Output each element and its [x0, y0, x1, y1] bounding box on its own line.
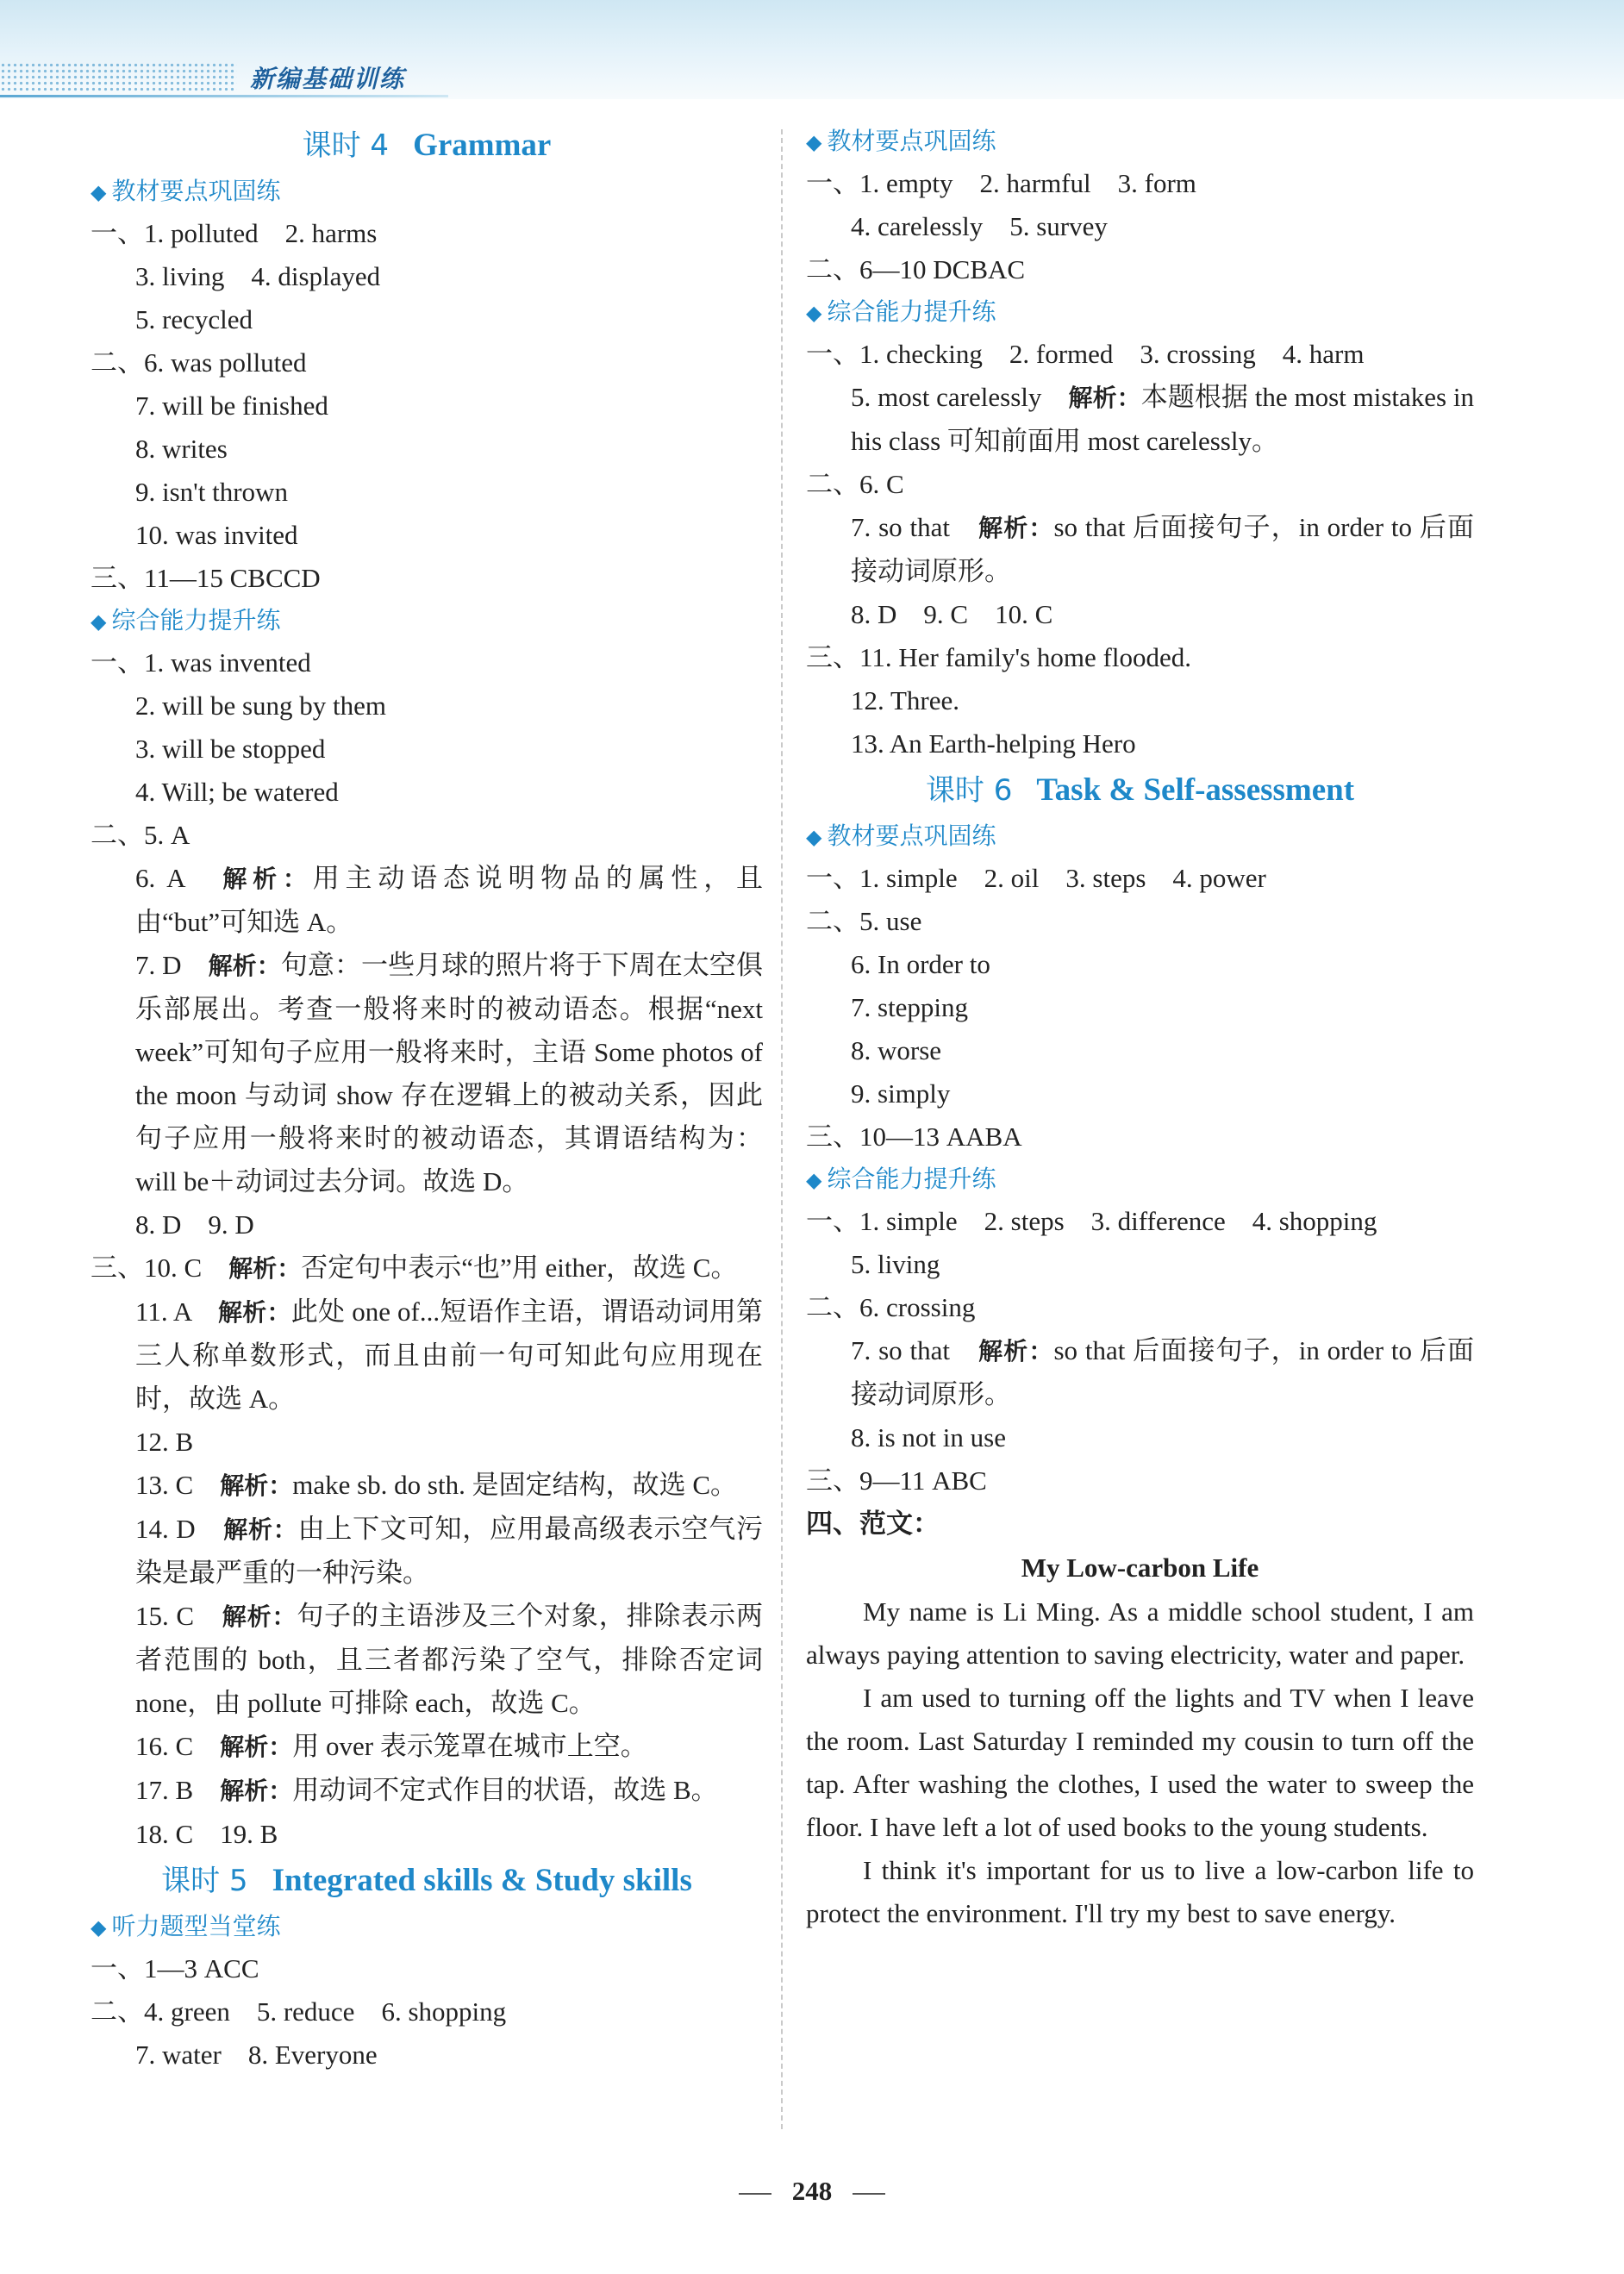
- essay-title: My Low-carbon Life: [1021, 1552, 1259, 1583]
- answer-line: 7. will be finished: [135, 390, 328, 421]
- page-number-dash: [853, 2193, 885, 2195]
- answer-line: 5. recycled: [135, 304, 253, 334]
- essay-paragraph: My name is Li Ming. As a middle school student, I am always paying attention to saving electricity, water and paper.: [806, 1596, 1474, 1670]
- explanation-label: 解析：: [1068, 384, 1141, 412]
- answer-line: 6. In order to: [851, 949, 990, 979]
- section-label: 教材要点巩固练: [111, 177, 281, 205]
- answer: 15. C: [135, 1601, 195, 1631]
- explanation-text: make sb. do sth. 是固定结构，故选 C。: [292, 1470, 738, 1500]
- answer-line: 二、6. was polluted: [91, 347, 307, 378]
- lesson-4-title: [91, 121, 763, 171]
- answer-line: 一、1. simple 2. steps 3. difference 4. shopping: [806, 1206, 1377, 1236]
- answer: 7. so that: [851, 512, 950, 542]
- section-heading: [806, 291, 1474, 333]
- diamond-icon: ◆: [806, 1168, 822, 1192]
- explanation-text: 用 over 表示笼罩在城市上空。: [292, 1731, 647, 1761]
- diamond-icon: ◆: [91, 609, 107, 634]
- section-heading: [806, 1159, 1474, 1200]
- answer-line: 7. stepping: [851, 992, 969, 1022]
- answer: 14. D: [135, 1514, 196, 1544]
- section-heading: [806, 815, 1474, 857]
- answer-with-explanation: [91, 1595, 763, 1725]
- answer-line: 一、1—3 ACC: [91, 1953, 259, 1984]
- answer-line: 12. B: [135, 1427, 194, 1457]
- answer-with-explanation: [806, 506, 1474, 593]
- section-label: 听力题型当堂练: [111, 1912, 281, 1940]
- answer: 16. C: [135, 1731, 194, 1761]
- answer: 13. C: [135, 1470, 194, 1500]
- lesson-number: 课时 5: [161, 1864, 248, 1898]
- lesson-number: 课时 4: [302, 128, 390, 163]
- header-rule: [0, 95, 448, 97]
- answer-with-explanation: [806, 376, 1474, 463]
- explanation-label: 解析：: [218, 1298, 291, 1327]
- lesson-number: 课时 6: [925, 773, 1013, 808]
- answer-line: 一、1. was invented: [91, 647, 311, 678]
- lesson-5-title: [91, 1856, 763, 1906]
- answer-line: 二、6—10 DCBAC: [806, 254, 1026, 284]
- explanation-label: 解析：: [208, 952, 281, 980]
- explanation-text: 用动词不定式作目的状语，故选 B。: [292, 1775, 718, 1805]
- answer: 17. B: [135, 1775, 194, 1805]
- answer-line: 7. water 8. Everyone: [135, 2040, 378, 2070]
- answer-line: 10. was invited: [135, 520, 298, 550]
- page-number-value: 248: [791, 2176, 833, 2206]
- explanation-text: 句子的主语涉及三个对象，排除表示两者范围的 both，且三者都污染了空气，排除否定词 none，由 pollute 可排除 each，故选 C。: [135, 1601, 763, 1718]
- answer-line: 二、5. use: [806, 906, 922, 936]
- answer-line: 三、11. Her family's home flooded.: [806, 642, 1191, 672]
- diamond-icon: ◆: [91, 180, 107, 204]
- answer-line: 一、1. polluted 2. harms: [91, 218, 378, 248]
- lesson-6-title: [806, 765, 1474, 815]
- explanation-label: 解析：: [220, 1733, 293, 1761]
- explanation-text: 由上下文可知，应用最高级表示空气污染是最严重的一种污染。: [135, 1514, 764, 1588]
- answer-line: 3. will be stopped: [135, 734, 326, 764]
- explanation-label: 解析：: [222, 865, 313, 893]
- answer-line: 二、6. C: [806, 469, 904, 499]
- answer-line: 二、4. green 5. reduce 6. shopping: [91, 1996, 507, 2027]
- diamond-icon: ◆: [806, 825, 822, 849]
- column-divider: [781, 129, 783, 2129]
- section-heading: [91, 600, 763, 641]
- answer-line: 2. will be sung by them: [135, 690, 387, 721]
- answer-line: 18. C 19. B: [135, 1819, 278, 1849]
- lesson-name: Task & Self-assessment: [1036, 772, 1355, 808]
- essay-label: 四、范文：: [806, 1509, 940, 1539]
- answer-line: 二、5. A: [91, 820, 191, 850]
- answer: 7. so that: [851, 1335, 950, 1365]
- answer-with-explanation: [806, 1329, 1474, 1416]
- answer-line: 一、1. simple 2. oil 3. steps 4. power: [806, 863, 1266, 893]
- explanation-text: so that 后面接句子，in order to 后面接动词原形。: [851, 512, 1474, 586]
- page-number: [0, 2176, 1624, 2207]
- explanation-label: 解析：: [223, 1515, 298, 1544]
- answer-line: 5. living: [851, 1249, 940, 1279]
- answer-line: 8. is not in use: [851, 1422, 1006, 1452]
- answer-line: 8. worse: [851, 1035, 942, 1065]
- answer-line: 二、6. crossing: [806, 1292, 976, 1322]
- explanation-label: 解析：: [978, 514, 1054, 542]
- answer-line: 4. Will; be watered: [135, 777, 339, 807]
- essay-paragraph: I am used to turning off the lights and TV when I leave the room. Last Saturday I reminded my cousin to turn off the tap. After washing the clothes, I used the water to sweep the floor. I have left a lot of used books to the young students.: [806, 1683, 1474, 1842]
- section-heading: [91, 1906, 763, 1947]
- answer-line: 一、1. empty 2. harmful 3. form: [806, 168, 1196, 198]
- answer-line: 4. carelessly 5. survey: [851, 211, 1108, 241]
- section-label: 综合能力提升练: [827, 297, 996, 326]
- answer-line: 13. An Earth-helping Hero: [851, 728, 1136, 759]
- answer-with-explanation: [91, 1769, 763, 1813]
- explanation-label: 解析：: [222, 1602, 297, 1631]
- answer-with-explanation: [91, 1290, 763, 1421]
- explanation-text: so that 后面接句子，in order to 后面接动词原形。: [851, 1335, 1474, 1409]
- header-dot-pattern: [0, 62, 237, 93]
- explanation-label: 解析：: [978, 1337, 1054, 1365]
- section-heading: [806, 121, 1474, 162]
- answer-line: 8. D 9. D: [135, 1209, 254, 1240]
- answer: 5. most carelessly: [851, 382, 1042, 412]
- page-number-dash: [739, 2193, 771, 2195]
- answer-line: 12. Three.: [851, 685, 959, 715]
- answer: 三、10. C: [91, 1253, 203, 1283]
- answer-with-explanation: [91, 857, 763, 944]
- section-label: 综合能力提升练: [111, 606, 281, 634]
- answer-with-explanation: [91, 1725, 763, 1769]
- right-column: [806, 121, 1474, 1935]
- answer-with-explanation: [91, 1246, 763, 1290]
- lesson-name: Integrated skills & Study skills: [272, 1863, 692, 1898]
- explanation-text: 用主动语态说明物品的属性，且由“but”可知选 A。: [135, 863, 764, 937]
- section-label: 综合能力提升练: [827, 1165, 996, 1193]
- answer-line: 3. living 4. displayed: [135, 261, 381, 291]
- diamond-icon: ◆: [91, 1915, 107, 1940]
- series-title: 新编基础训练: [250, 65, 406, 93]
- answer-with-explanation: [91, 1508, 763, 1595]
- left-column: [91, 121, 763, 2077]
- section-label: 教材要点巩固练: [827, 822, 996, 850]
- explanation-label: 解析：: [228, 1254, 302, 1283]
- answer-line: 9. simply: [851, 1078, 951, 1109]
- answer: 6. A: [135, 863, 184, 893]
- answer-line: 三、9—11 ABC: [806, 1465, 987, 1496]
- answer-line: 三、11—15 CBCCD: [91, 563, 321, 593]
- answer-line: 一、1. checking 2. formed 3. crossing 4. harm: [806, 339, 1365, 369]
- answer-line: 9. isn't thrown: [135, 477, 288, 507]
- explanation-label: 解析：: [220, 1777, 293, 1805]
- essay-paragraph: I think it's important for us to live a low-carbon life to protect the environment. I'll try my best to save energy.: [806, 1855, 1474, 1928]
- answer-line: 三、10—13 AABA: [806, 1121, 1022, 1152]
- explanation-text: 本题根据 the most mistakes in his class 可知前面用 most carelessly。: [851, 382, 1475, 456]
- answer: 11. A: [135, 1296, 191, 1327]
- explanation-label: 解析：: [220, 1471, 293, 1500]
- answer-line: 8. D 9. C 10. C: [851, 599, 1053, 629]
- diamond-icon: ◆: [806, 130, 822, 154]
- explanation-text: 否定句中表示“也”用 either，故选 C。: [301, 1253, 738, 1283]
- answer-line: 8. writes: [135, 434, 228, 464]
- diamond-icon: ◆: [806, 301, 822, 325]
- explanation-text: 句意：一些月球的照片将于下周在太空俱乐部展出。考查一般将来时的被动语态。根据“next week”可知句子应用一般将来时，主语 Some photos of the moon 与动词 show 存在逻辑上的被动关系，因此句子应用一般将来时的被动语态，其谓语结构为：will be＋动词过去分词。故选 D。: [135, 950, 764, 1196]
- header-band: [0, 0, 1624, 99]
- lesson-name: Grammar: [413, 128, 552, 163]
- answer: 7. D: [135, 950, 182, 980]
- section-label: 教材要点巩固练: [827, 127, 996, 155]
- answer-with-explanation: [91, 1464, 763, 1508]
- answer-with-explanation: [91, 944, 763, 1203]
- section-heading: [91, 171, 763, 212]
- explanation-text: 此处 one of...短语作主语，谓语动词用第三人称单数形式，而且由前一句可知此句应用现在时，故选 A。: [135, 1296, 763, 1414]
